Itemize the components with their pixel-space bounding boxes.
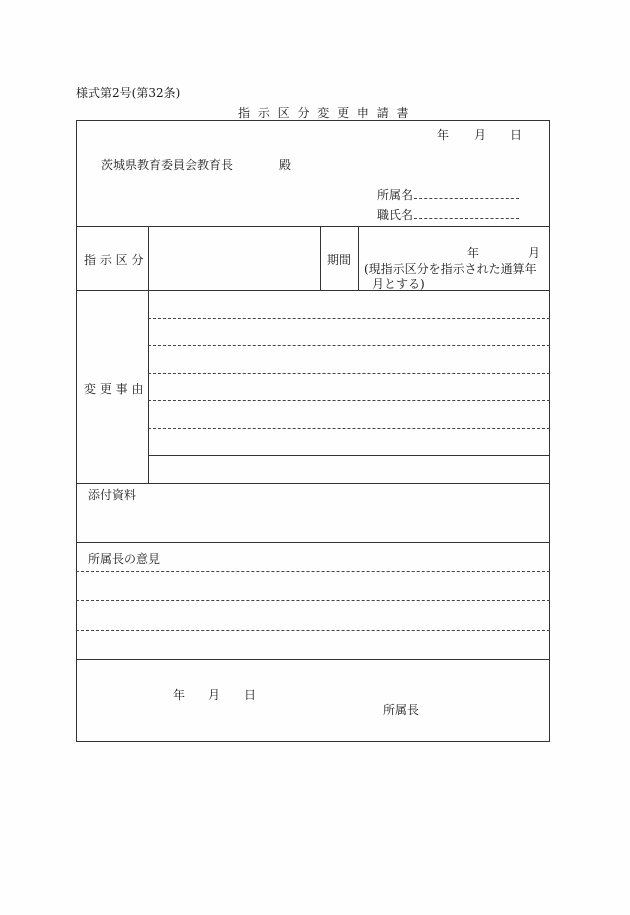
attachments-field[interactable]: [77, 500, 549, 542]
position-name-field[interactable]: [414, 218, 519, 219]
addressee: 茨城県教育委員会教育長: [101, 158, 234, 172]
footer-year: 年: [173, 688, 186, 702]
reason-line[interactable]: [148, 455, 550, 456]
footer-day: 日: [244, 688, 257, 702]
attachments-label: 添付資料: [88, 488, 137, 502]
reason-line[interactable]: [148, 318, 550, 319]
honorific: 殿: [279, 158, 292, 172]
reason-label: 変 更 事 由: [84, 382, 144, 396]
form-number: 様式第2号(第32条): [76, 86, 181, 100]
opinion-label: 所属長の意見: [88, 552, 161, 566]
opinion-line[interactable]: [76, 571, 550, 572]
divider: [320, 226, 321, 291]
reason-line[interactable]: [148, 373, 550, 374]
affiliation-field[interactable]: [414, 198, 519, 199]
date-day: 日: [510, 128, 523, 142]
period-month: 月: [528, 246, 541, 260]
division-field[interactable]: [149, 227, 320, 290]
date-year: 年: [437, 128, 450, 142]
date-month: 月: [474, 128, 487, 142]
divider: [358, 226, 359, 291]
divider: [76, 659, 550, 660]
reason-line[interactable]: [148, 428, 550, 429]
division-label: 指 示 区 分: [84, 253, 144, 267]
period-label: 期間: [327, 253, 352, 267]
divider: [76, 542, 550, 543]
affiliation-label: 所属名: [377, 188, 414, 202]
form-title: 指 示 区 分 変 更 申 請 書: [238, 106, 411, 120]
position-name-label: 職氏名: [377, 208, 414, 222]
reason-line[interactable]: [148, 345, 550, 346]
footer-month: 月: [208, 688, 221, 702]
opinion-line[interactable]: [76, 600, 550, 601]
opinion-line[interactable]: [76, 630, 550, 631]
divider: [76, 483, 550, 484]
reason-line[interactable]: [148, 400, 550, 401]
period-note-1: (現指示区分を指示された通算年: [364, 262, 537, 276]
head-label: 所属長: [383, 703, 420, 717]
period-note-2: 月とする): [372, 277, 425, 291]
period-year: 年: [467, 246, 480, 260]
